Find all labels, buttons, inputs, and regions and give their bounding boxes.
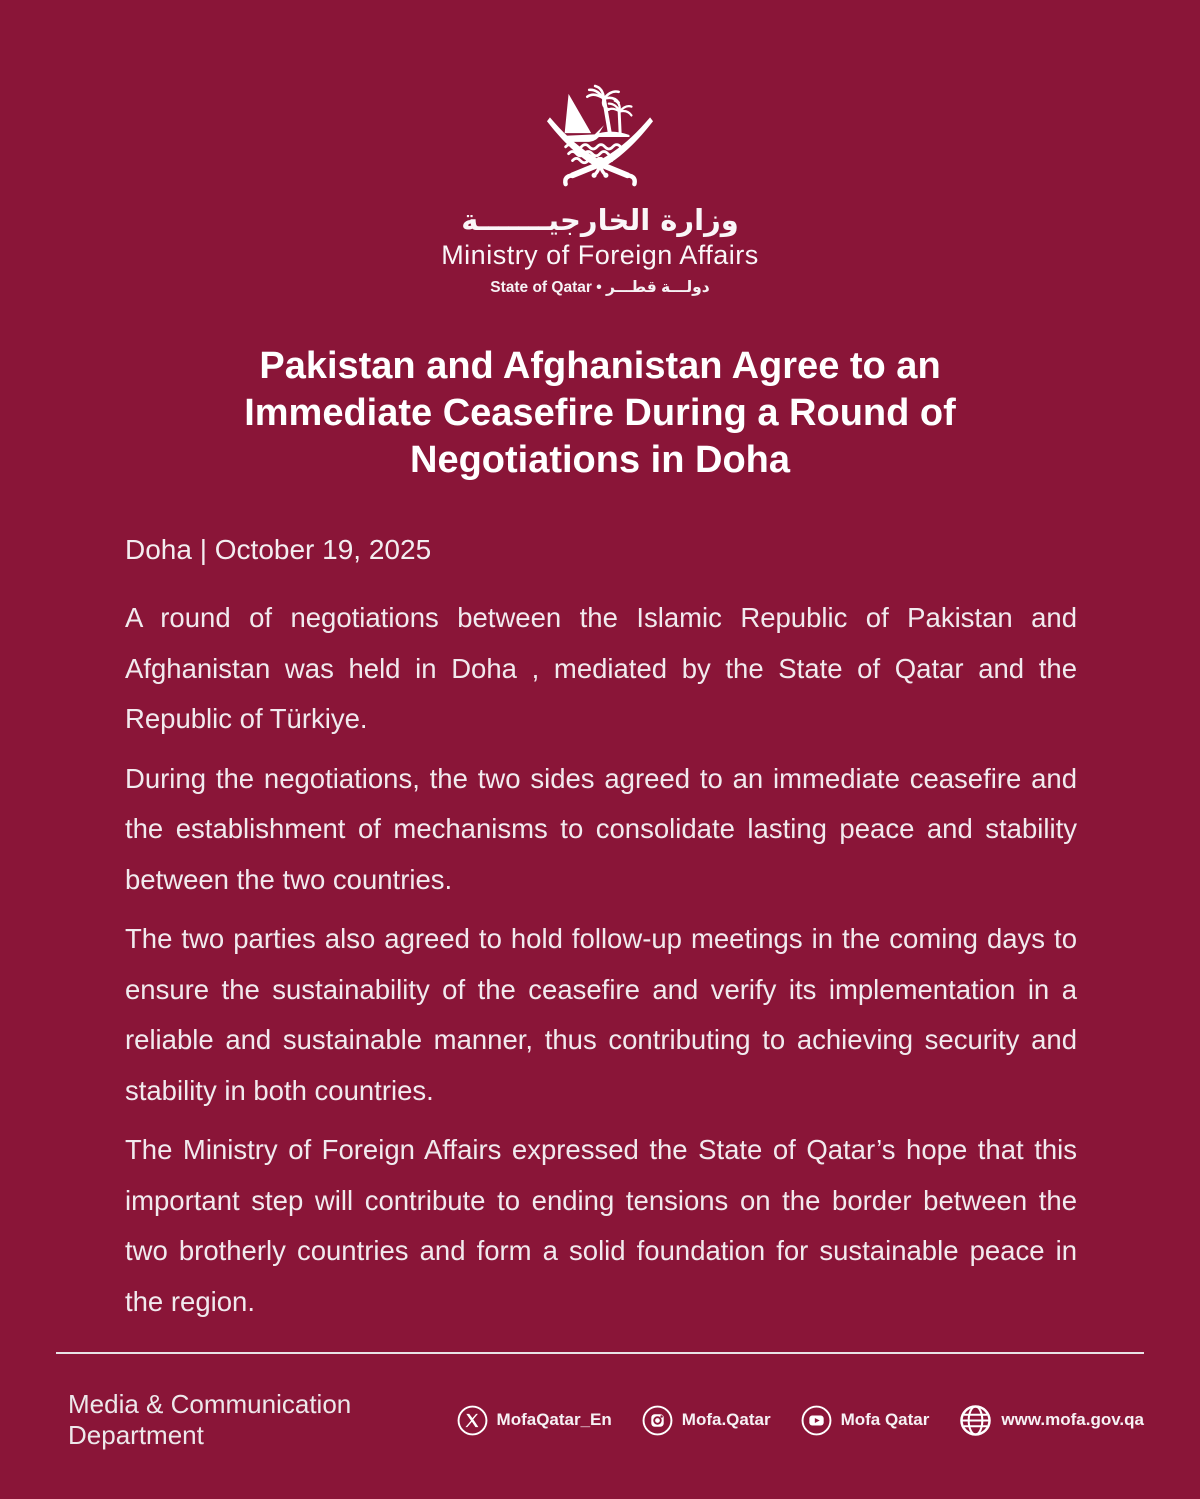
social-label-instagram: Mofa.Qatar bbox=[681, 1410, 771, 1429]
social-label-youtube: Mofa Qatar bbox=[840, 1410, 930, 1429]
state-of-qatar-subtitle: State of Qatar • دولـــة قطـــر bbox=[490, 279, 710, 296]
dateline: Doha | October 19, 2025 bbox=[125, 534, 432, 565]
social-link-website[interactable] bbox=[959, 1404, 1144, 1437]
youtube-icon bbox=[801, 1405, 832, 1436]
footer bbox=[68, 1389, 1144, 1450]
press-release-body bbox=[125, 534, 1077, 1327]
social-link-x[interactable] bbox=[457, 1405, 612, 1436]
ministry-english-title: Ministry of Foreign Affairs bbox=[441, 240, 759, 270]
paragraph-3: The two parties also agreed to hold follow-up meetings in the coming days to ensure the sustainability of the ceasefire and verify its implementation in a reliable and sustainable manner, thus contributing to achieving security and stability in both countries. bbox=[125, 923, 1077, 1106]
headline-line-2: Immediate Ceasefire During a Round of bbox=[244, 392, 956, 434]
x-icon bbox=[457, 1405, 488, 1436]
paragraph-4: The Ministry of Foreign Affairs expressed the State of Qatar’s hope that this important step will contribute to ending tensions on the border between the two brotherly countries and form a solid foundation for sustainable peace in the region. bbox=[125, 1134, 1077, 1317]
globe-icon bbox=[959, 1404, 992, 1437]
headline-line-3: Negotiations in Doha bbox=[410, 439, 790, 481]
footer-divider bbox=[56, 1352, 1144, 1354]
social-link-youtube[interactable] bbox=[801, 1405, 930, 1436]
instagram-icon bbox=[642, 1405, 673, 1436]
paragraph-2: During the negotiations, the two sides agreed to an immediate ceasefire and the establishment of mechanisms to consolidate lasting peace and stability between the two countries. bbox=[125, 762, 1077, 895]
ministry-arabic-title: وزارة الخارجيـــــــة bbox=[461, 203, 739, 237]
press-release-headline bbox=[0, 343, 1200, 484]
social-label-website: www.mofa.gov.qa bbox=[1001, 1410, 1144, 1429]
headline-line-1: Pakistan and Afghanistan Agree to an bbox=[259, 345, 941, 387]
social-label-x: MofaQatar_En bbox=[496, 1410, 612, 1429]
mofa-logo-block bbox=[0, 0, 1200, 297]
social-link-instagram[interactable] bbox=[642, 1405, 771, 1436]
paragraph-1: A round of negotiations between the Islamic Republic of Pakistan and Afghanistan was held in Doha , mediated by the State of Qatar and the Republic of Türkiye. bbox=[125, 602, 1077, 734]
social-links bbox=[457, 1404, 1144, 1437]
qatar-mofa-emblem-icon bbox=[536, 84, 664, 197]
department-label: Media & Communication Department bbox=[68, 1389, 352, 1450]
